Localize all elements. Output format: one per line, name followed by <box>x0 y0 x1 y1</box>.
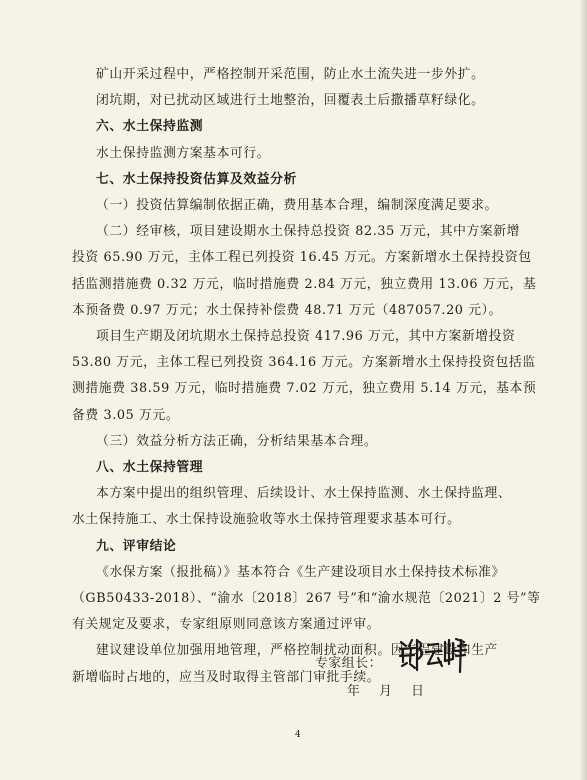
date-line: 年 月 日 <box>347 684 425 699</box>
text-line: 建议建设单位加强用地管理，严格控制扰动面积。因工程建设和生产 <box>96 643 498 659</box>
section-heading: 七、水土保持投资估算及效益分析 <box>96 171 297 187</box>
text-line: 水土保持施工、水土保持设施验收等水土保持管理要求基本可行。 <box>72 512 461 528</box>
text-line: 本预备费 0.97 万元；水土保持补偿费 48.71 万元（487057.20 元）。 <box>72 302 503 318</box>
text-line: 投资 65.90 万元，主体工程已列投资 16.45 万元。方案新增水土保持投资包 <box>72 250 532 266</box>
text-line: 本方案中提出的组织管理、后续设计、水土保持监测、水土保持监理、 <box>96 486 512 502</box>
text-line: 《水保方案（报批稿）》基本符合《生产建设项目水土保持技术标准》 <box>96 564 505 580</box>
text-line: 矿山开采过程中，严格控制开采范围，防止水土流失进一步外扩。 <box>96 67 485 82</box>
text-line: 有关规定及要求，专家组原则同意该方案通过评审。 <box>72 617 381 633</box>
text-line: 53.80 万元，主体工程已列投资 364.16 万元。方案新增水土保持投资包括监 <box>72 355 536 371</box>
text-line: 闭坑期，对已扰动区域进行土地整治，回覆表土后撒播草籽绿化。 <box>96 93 485 109</box>
text-line: （二）经审核，项目建设期水土保持总投资 82.35 万元，其中方案新增 <box>96 224 521 240</box>
scan-edge-shadow <box>579 0 587 780</box>
text-line: 测措施费 38.59 万元，临时措施费 7.02 万元，独立费用 5.14 万元，基本预 <box>72 381 537 397</box>
text-line: 项目生产期及闭坑期水土保持总投资 417.96 万元，其中方案新增投资 <box>96 329 516 344</box>
section-heading: 九、评审结论 <box>96 538 177 554</box>
handwritten-signature <box>398 634 468 676</box>
text-line: 新增临时占地的，应当及时取得主管部门审批手续。 <box>72 669 381 685</box>
section-heading: 六、水土保持监测 <box>96 119 204 135</box>
text-line: 括监测措施费 0.32 万元，临时措施费 2.84 万元，独立费用 13.06 万元，基 <box>72 276 537 292</box>
page-number: 4 <box>295 730 301 740</box>
text-line: （GB50433-2018）、“渝水〔2018〕267 号”和“渝水规范〔2021〕2 号”等 <box>72 591 541 606</box>
text-line: 备费 3.05 万元。 <box>72 407 180 423</box>
signature-label: 专家组长： <box>315 656 382 671</box>
section-heading: 八、水土保持管理 <box>96 460 204 475</box>
text-line: 水土保持监测方案基本可行。 <box>96 145 271 161</box>
text-line: （三）效益分析方法正确，分析结果基本合理。 <box>96 433 378 449</box>
text-line: （一）投资估算编制依据正确，费用基本合理，编制深度满足要求。 <box>96 198 498 213</box>
